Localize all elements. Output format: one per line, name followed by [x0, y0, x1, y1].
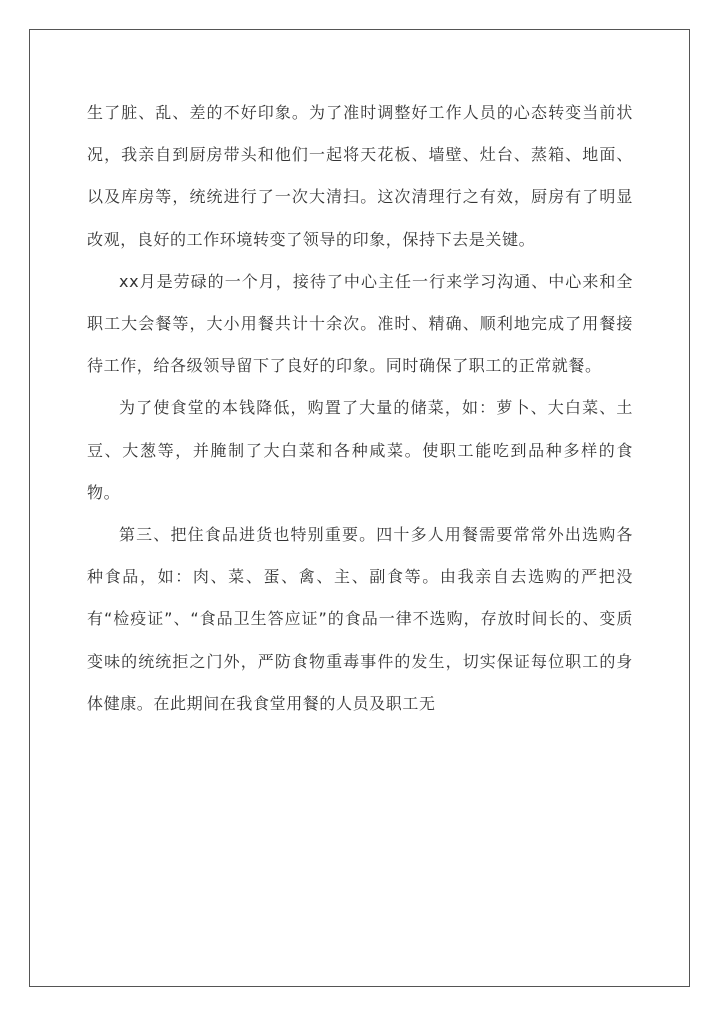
paragraph-food-purchasing: 第三、把住食品进货也特别重要。四十多人用餐需要常常外出选购各种食品，如：肉、菜、蛋、禽、主、副食等。由我亲自去选购的严把没有“检疫证”、“食品卫生答应证”的食品一律不选购，存放时间长的、变质变味的统统拒之门外，严防食物重毒事件的发生，切实保证每位职工的身体健康。在此期间在我食堂用餐的人员及职工无	[87, 525, 633, 713]
paragraph-kitchen-cleaning: 生了脏、乱、差的不好印象。为了准时调整好工作人员的心态转变当前状况，我亲自到厨房带头和他们一起将天花板、墙壁、灶台、蒸箱、地面、以及库房等，统统进行了一次大清扫。这次清理行之有效，厨房有了明显改观，良好的工作环境转变了领导的印象，保持下去是关键。	[87, 103, 633, 249]
document-body	[87, 92, 633, 725]
paragraph-cost-reduction: 为了使食堂的本钱降低，购置了大量的储菜，如：萝卜、大白菜、土豆、大葱等，并腌制了大白菜和各种咸菜。使职工能吃到品种多样的食物。	[87, 398, 633, 502]
paragraph-reception-meals: xx月是劳碌的一个月，接待了中心主任一行来学习沟通、中心来和全职工大会餐等，大小用餐共计十余次。准时、精确、顺利地完成了用餐接待工作，给各级领导留下了良好的印象。同时确保了职工的正常就餐。	[87, 271, 633, 376]
